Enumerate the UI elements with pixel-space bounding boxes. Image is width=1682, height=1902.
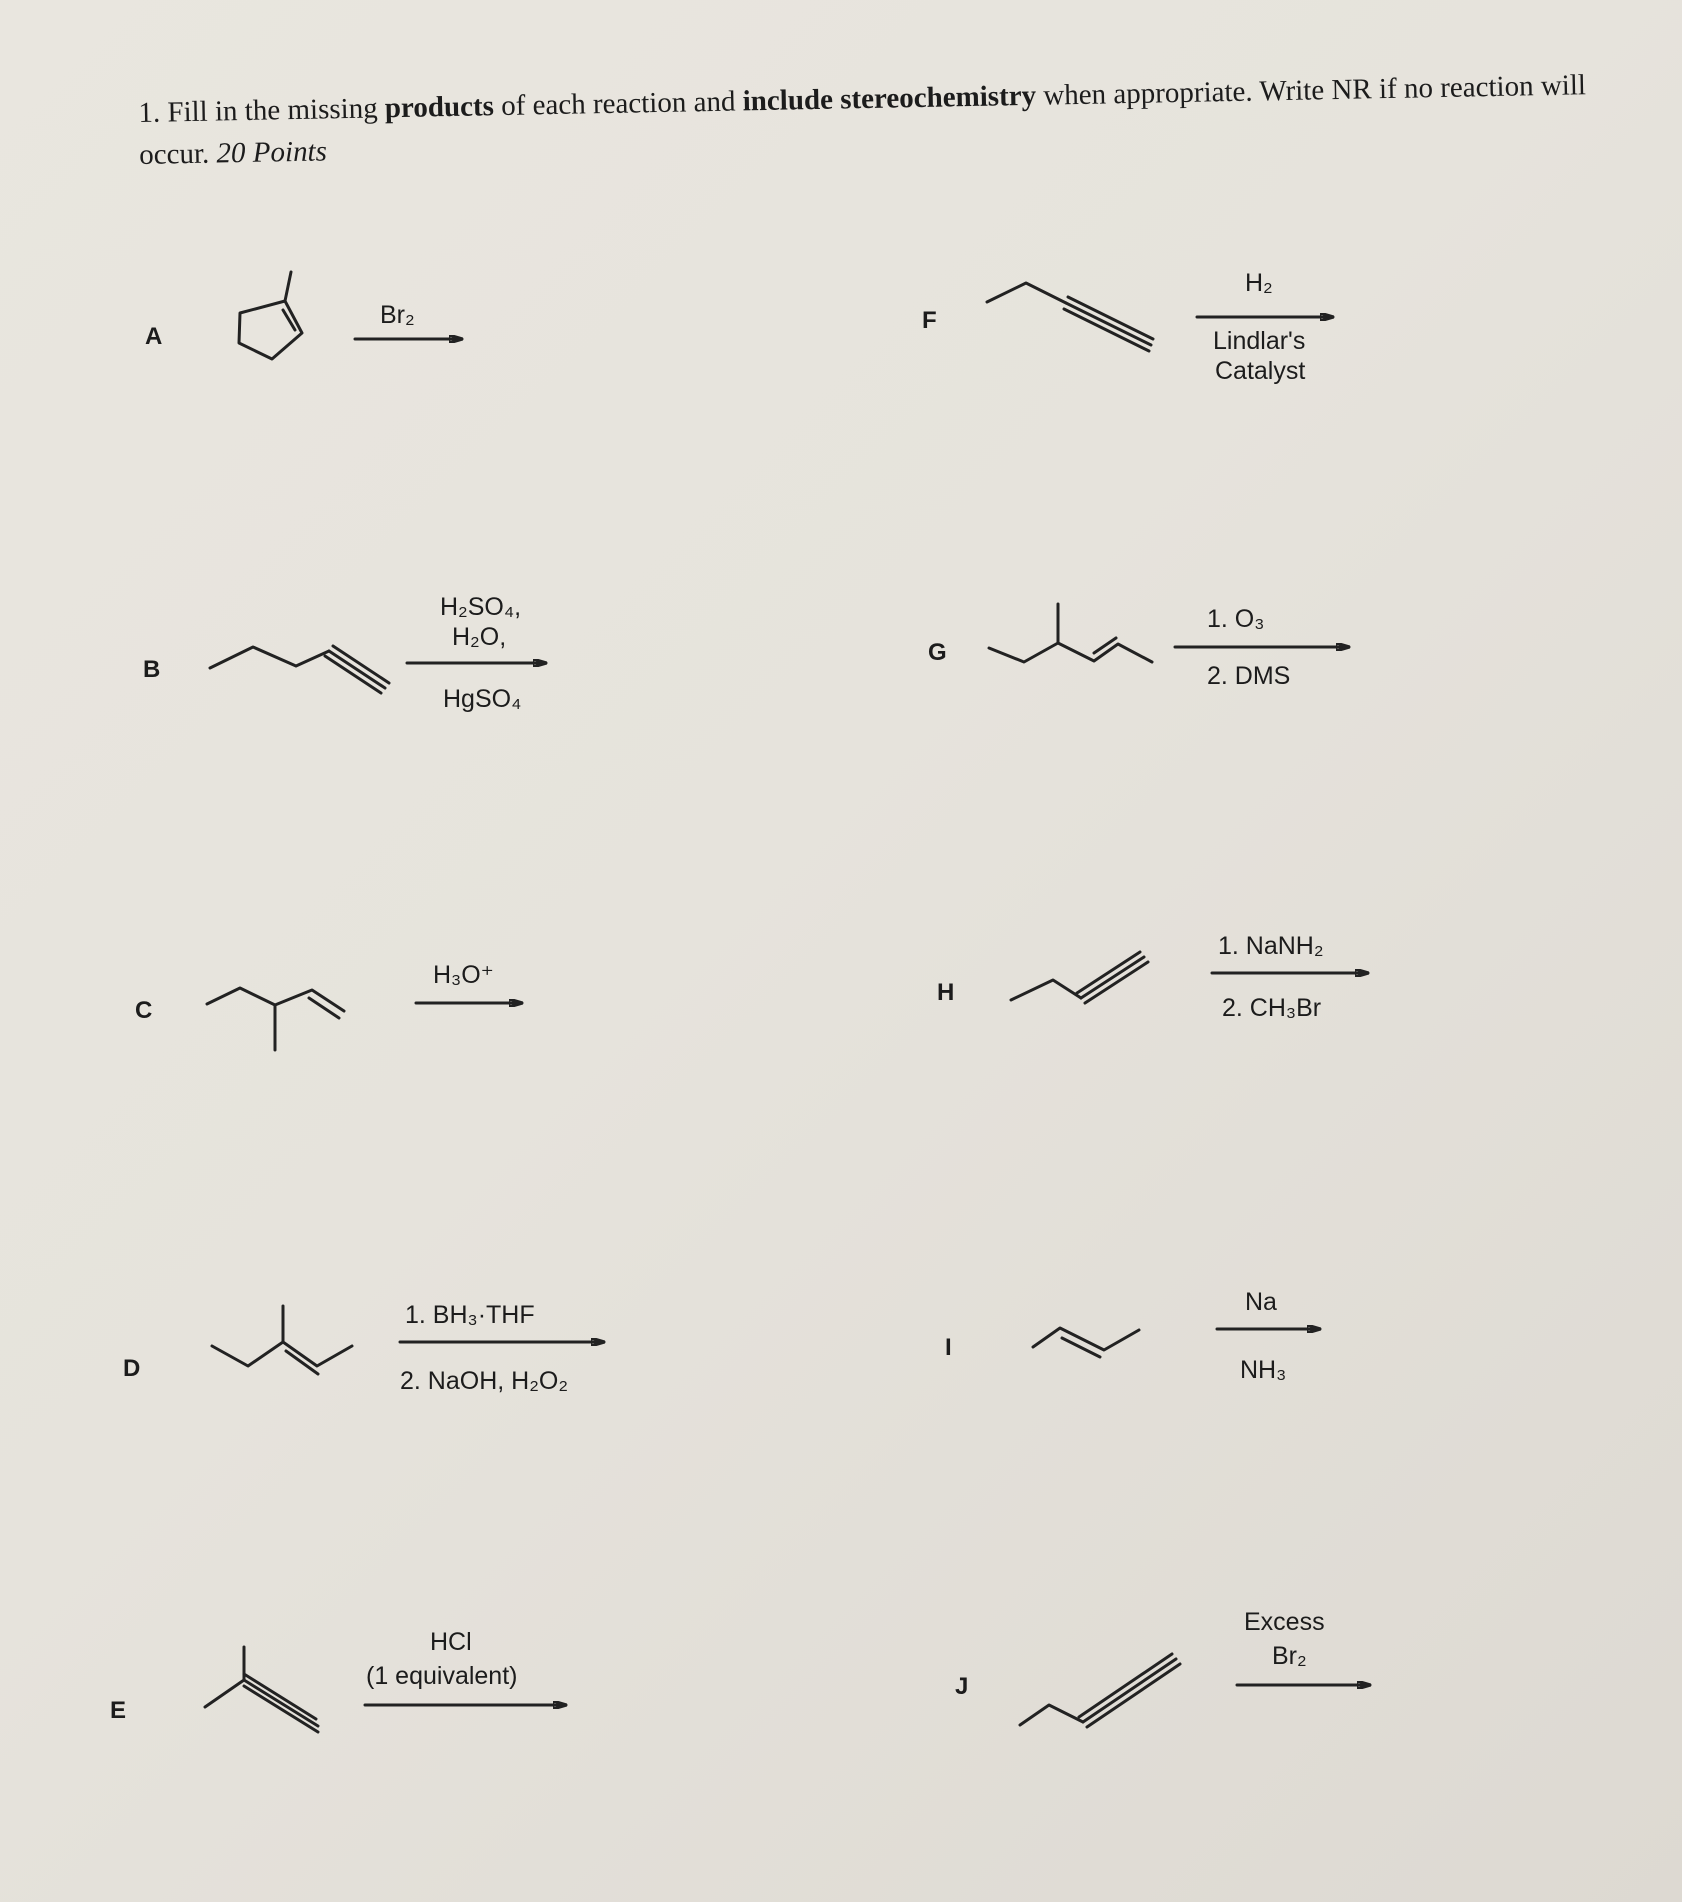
label-j: J (955, 1673, 969, 1700)
reagent-f-below-1: Lindlar's (1213, 327, 1306, 355)
reagent-h-above: 1. NaNH₂ (1218, 932, 1324, 960)
label-h: H (937, 979, 955, 1006)
molecule-g (989, 604, 1152, 662)
reagent-h-below: 2. CH₃Br (1222, 994, 1322, 1022)
label-c: C (135, 997, 153, 1024)
reagent-i-below: NH₃ (1240, 1356, 1287, 1384)
reagent-e-above-2: (1 equivalent) (366, 1662, 518, 1690)
molecule-h (1011, 952, 1148, 1003)
label-g: G (928, 639, 947, 666)
molecule-f (987, 283, 1153, 351)
question-text: 1. Fill in the missing products of each reaction and include stereochemistry when appropriate. Write NR if no reaction will occur. 20 Points (138, 69, 1587, 171)
molecule-i (1033, 1328, 1139, 1357)
label-f: F (922, 307, 937, 334)
label-b: B (143, 656, 161, 683)
molecule-a (239, 272, 302, 359)
label-e: E (110, 1697, 127, 1724)
label-d: D (123, 1355, 141, 1382)
reagent-e-above-1: HCl (430, 1628, 472, 1656)
reagent-d-below: 2. NaOH, H₂O₂ (400, 1367, 569, 1395)
reagent-b-above-1: H₂SO₄, (440, 593, 522, 621)
reagent-f-below-2: Catalyst (1215, 357, 1306, 385)
reagent-b-below: HgSO₄ (443, 685, 522, 713)
molecule-c (207, 988, 344, 1050)
molecule-b (210, 646, 389, 693)
label-a: A (145, 323, 163, 350)
reagent-j-above-1: Excess (1244, 1608, 1325, 1636)
reagent-c-above: H₃O⁺ (433, 961, 494, 989)
reagent-d-above: 1. BH₃·THF (405, 1301, 535, 1329)
reagent-f-above: H₂ (1245, 269, 1273, 297)
reagent-g-below: 2. DMS (1207, 662, 1291, 690)
molecule-j (1020, 1654, 1180, 1727)
reagent-j-above-2: Br₂ (1272, 1642, 1307, 1670)
reagent-i-above: Na (1245, 1288, 1277, 1316)
molecule-d (212, 1306, 352, 1374)
reagent-a-above: Br₂ (380, 301, 415, 329)
label-i: I (945, 1334, 952, 1361)
reagent-b-above-2: H₂O, (452, 623, 507, 651)
reagent-g-above: 1. O₃ (1207, 605, 1265, 633)
molecule-e (205, 1647, 318, 1732)
